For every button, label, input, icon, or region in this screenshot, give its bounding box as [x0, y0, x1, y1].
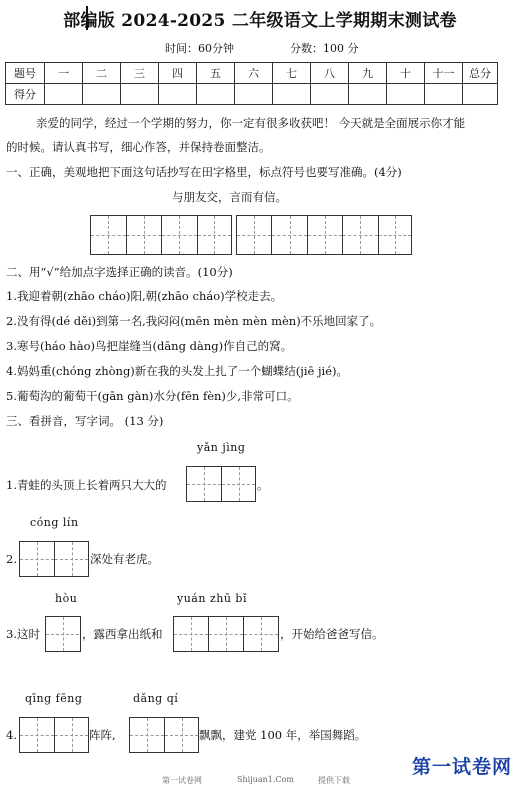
- exam-time: 时间：60分钟: [165, 42, 234, 55]
- q1-pinyin: yǎn jìng: [197, 441, 246, 454]
- q4-pinyin-1: qīng fēng: [25, 692, 83, 705]
- q4-answer-grid-1[interactable]: [19, 717, 89, 753]
- score-input-cell[interactable]: [311, 84, 349, 105]
- q3-pinyin-2: yuán zhū bǐ: [177, 592, 247, 605]
- q1-text-after: 。: [257, 478, 269, 492]
- exam-title: 部编版 2024-2025 二年级语文上学期期末测试卷: [63, 11, 457, 31]
- score-input-cell[interactable]: [83, 84, 121, 105]
- score-input-cell[interactable]: [45, 84, 83, 105]
- q3-pinyin-1: hòu: [55, 592, 78, 605]
- q3-text-mid: ，露西拿出纸和: [82, 627, 163, 641]
- exam-score: 分数：100 分: [290, 42, 359, 55]
- q3-text-before: 3.这时: [6, 627, 40, 641]
- q3-text-after: ，开始给爸爸写信。: [280, 627, 384, 641]
- footer-download: 提供下载: [318, 776, 350, 785]
- section2-item: 4.妈妈重(chóng zhòng)新在我的头发上扎了一个蝴蝶结(jiē jié)。: [6, 364, 349, 378]
- score-header-cell: 二: [83, 63, 121, 84]
- score-header-cell: 七: [273, 63, 311, 84]
- section2-item: 5.葡萄沟的葡萄干(gān gàn)水分(fēn fèn)少,非常可口。: [6, 389, 299, 403]
- score-header-cell: 五: [197, 63, 235, 84]
- q2-text-after: 深处有老虎。: [90, 552, 159, 566]
- q1-answer-grid[interactable]: [186, 466, 256, 502]
- q2-pinyin: cóng lín: [30, 516, 79, 529]
- score-header-cell: 十一: [425, 63, 463, 84]
- score-table: [5, 62, 498, 105]
- score-input-cell[interactable]: [349, 84, 387, 105]
- score-input-cell[interactable]: [273, 84, 311, 105]
- brand-watermark: 第一试卷网: [411, 756, 512, 778]
- score-header-cell: 题号: [6, 63, 45, 84]
- section1-sentence: 与朋友交，言而有信。: [172, 190, 287, 204]
- score-header-cell: 十: [387, 63, 425, 84]
- q2-answer-grid[interactable]: [19, 541, 89, 577]
- score-input-cell[interactable]: [197, 84, 235, 105]
- score-input-cell[interactable]: [121, 84, 159, 105]
- q4-text-before: 4.: [6, 728, 17, 742]
- score-table-score-row: [6, 84, 498, 105]
- q4-pinyin-2: dǎng qí: [133, 692, 179, 705]
- copy-grid-left[interactable]: [90, 215, 232, 255]
- score-header-cell: 六: [235, 63, 273, 84]
- footer-site-name: 第一试卷网: [162, 776, 202, 785]
- footer-site-url: Shijuan1.Com: [237, 775, 294, 784]
- score-table-header-row: [6, 63, 498, 84]
- q2-text-before: 2.: [6, 552, 17, 566]
- section1-heading: 一、正确，美观地把下面这句话抄写在田字格里，标点符号也要写准确。(4分): [6, 165, 402, 179]
- q1-text-before: 1.青蛙的头顶上长着两只大大的: [6, 478, 167, 492]
- score-header-cell: 总分: [463, 63, 498, 84]
- q3-answer-grid-1[interactable]: [45, 616, 81, 652]
- score-header-cell: 九: [349, 63, 387, 84]
- q4-text-after: 飘飘，建党 100 年，举国舞蹈。: [199, 728, 367, 742]
- score-row-label: 得分: [6, 84, 45, 105]
- q3-answer-grid-2[interactable]: [173, 616, 279, 652]
- section2-item: 2.没有得(dé děi)到第一名,我闷闷(mēn mèn mèn mèn)不乐地回家了。: [6, 314, 382, 328]
- score-input-cell[interactable]: [425, 84, 463, 105]
- section2-heading: 二、用“√”给加点字选择正确的读音。(10分): [6, 265, 233, 279]
- score-header-cell: 四: [159, 63, 197, 84]
- copy-grid-right[interactable]: [236, 215, 412, 255]
- score-input-cell[interactable]: [463, 84, 498, 105]
- section2-item: 1.我迎着朝(zhāo cháo)阳,朝(zhāo cháo)学校走去。: [6, 289, 283, 303]
- score-header-cell: 三: [121, 63, 159, 84]
- q4-text-mid: 阵阵,: [89, 728, 116, 742]
- intro-line-2: 的时候。请认真书写，细心作答，并保持卷面整洁。: [6, 140, 271, 154]
- score-input-cell[interactable]: [159, 84, 197, 105]
- score-input-cell[interactable]: [235, 84, 273, 105]
- score-header-cell: 一: [45, 63, 83, 84]
- section3-heading: 三、看拼音，写字词。 (13 分): [6, 414, 164, 428]
- score-input-cell[interactable]: [387, 84, 425, 105]
- q4-answer-grid-2[interactable]: [129, 717, 199, 753]
- section2-item: 3.寒号(háo hào)鸟把崖缝当(dāng dàng)作自己的窝。: [6, 339, 293, 353]
- intro-line-1: 亲爱的同学，经过一个学期的努力，你一定有很多收获吧！ 今天就是全面展示你才能: [36, 116, 466, 130]
- score-header-cell: 八: [311, 63, 349, 84]
